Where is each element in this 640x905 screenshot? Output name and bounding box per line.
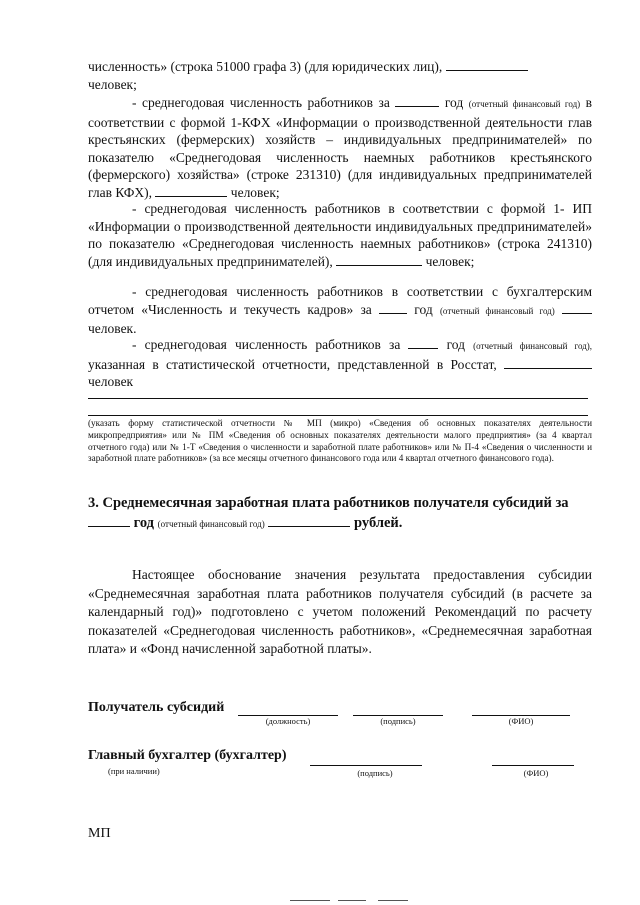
- section-3-title: 3. Среднемесячная заработная плата работников получателя субсидий за: [88, 495, 569, 511]
- form-line[interactable]: [88, 415, 588, 416]
- blank-field[interactable]: [446, 59, 528, 71]
- item-ip-unit: человек;: [425, 253, 475, 269]
- section-3-heading: [88, 494, 592, 534]
- item-accounting-body: - среднегодовая численность работников в соответствии с бухгалтерским отчетом «Численность и текучесть кадров» за: [88, 284, 592, 317]
- scan-artifact: [290, 900, 330, 901]
- item-accounting-unit: человек.: [88, 321, 137, 337]
- item-ip-body: - среднегодовая численность работников в соответствии с формой 1- ИП «Информации о производственной деятельности индивидуальных предпринимателей» по показателю «Среднегодовая численность наемных работников» (строка 241310) (для индивидуальных предпринимателей),: [88, 201, 592, 269]
- currency-unit: рублей.: [354, 515, 403, 531]
- year-word: год: [444, 95, 464, 110]
- item-kfh-body: в соответствии с формой 1-КФХ «Информации о производственной деятельности глав крестьянских (фермерских) хозяйств – индивидуальных предпринимателей» по показателю «Среднегодовая численность наемных работников крестьянского (фермерского) хозяйства» (строке 231310) (для индивидуальных предпринимателей глав КФХ),: [88, 95, 593, 200]
- year-blank[interactable]: [379, 302, 407, 314]
- signature-caption: (подпись): [380, 716, 416, 726]
- top-continuation: [88, 58, 592, 93]
- footnote: (указать форму статистической отчетности № МП (микро) «Сведения об основных показателях деятельности микропредприятия» или № ПМ «Сведения об основных показателях деятельности малого предприятия» (за 4 квартал отчетного года) или № 1-Т «Сведения о численности и заработной плате работников» или № П-4 «Сведения о численности и заработной плате работников» (за все месяцы отчетного финансового года или 4 квартал отчетного финансового года).: [88, 418, 592, 464]
- scan-artifact: [338, 900, 366, 901]
- accountant-name-line[interactable]: [492, 765, 574, 766]
- name-caption: (ФИО): [523, 768, 549, 778]
- form-line[interactable]: [88, 398, 588, 399]
- item-kfh-lead: - среднегодовая численность работников за: [132, 95, 390, 110]
- scan-artifact: [378, 900, 408, 901]
- recipient-label: Получатель субсидий: [88, 700, 225, 715]
- accountant-note: (при наличии): [108, 766, 160, 776]
- signature-caption: (подпись): [357, 768, 393, 778]
- count-blank[interactable]: [155, 185, 227, 197]
- year-blank[interactable]: [408, 337, 438, 349]
- accountant-label: Главный бухгалтер (бухгалтер): [88, 748, 287, 763]
- item-rosstat-unit: человек: [88, 374, 134, 390]
- year-word: год: [414, 301, 433, 317]
- salary-blank[interactable]: [268, 513, 350, 527]
- item-kfh-unit: человек;: [230, 184, 280, 200]
- count-blank[interactable]: [336, 254, 422, 266]
- top-line-2: человек;: [88, 76, 137, 92]
- item-rosstat-body: указанная в статистической отчетности, представленной в Росстат,: [88, 356, 497, 372]
- year-blank[interactable]: [395, 95, 439, 107]
- year-note: (отчетный финансовый год): [157, 519, 265, 529]
- count-blank[interactable]: [562, 302, 592, 314]
- accountant-signature-line[interactable]: [310, 765, 422, 766]
- justification-paragraph: Настоящее обоснование значения результата предоставления субсидии «Среднемесячная заработная плата работников получателя субсидий (в расчете за календарный год)» подготовлено с учетом положений Рекомендаций по расчету показателей «Среднегодовая численность работников», «Среднемесячная заработная плата» и «Фонд начисленной заработной платы».: [88, 567, 592, 656]
- name-caption: (ФИО): [508, 716, 534, 726]
- top-line-1: численность» (строка 51000 графа 3) (для юридических лиц),: [88, 59, 443, 74]
- year-note: (отчетный финансовый год),: [473, 341, 593, 351]
- year-word: год: [446, 337, 466, 352]
- year-word: год: [133, 515, 155, 531]
- count-blank[interactable]: [504, 357, 592, 369]
- year-blank[interactable]: [88, 513, 130, 527]
- item-accounting: [88, 283, 592, 338]
- item-rosstat: [88, 336, 592, 391]
- item-rosstat-lead: - среднегодовая численность работников за: [132, 337, 401, 352]
- item-ip: [88, 200, 592, 270]
- item-kfh: [88, 94, 592, 202]
- stamp-placeholder: МП: [88, 826, 111, 841]
- year-note: (отчетный финансовый год): [468, 99, 581, 109]
- year-note: (отчетный финансовый год): [439, 305, 555, 316]
- position-caption: (должность): [265, 716, 311, 726]
